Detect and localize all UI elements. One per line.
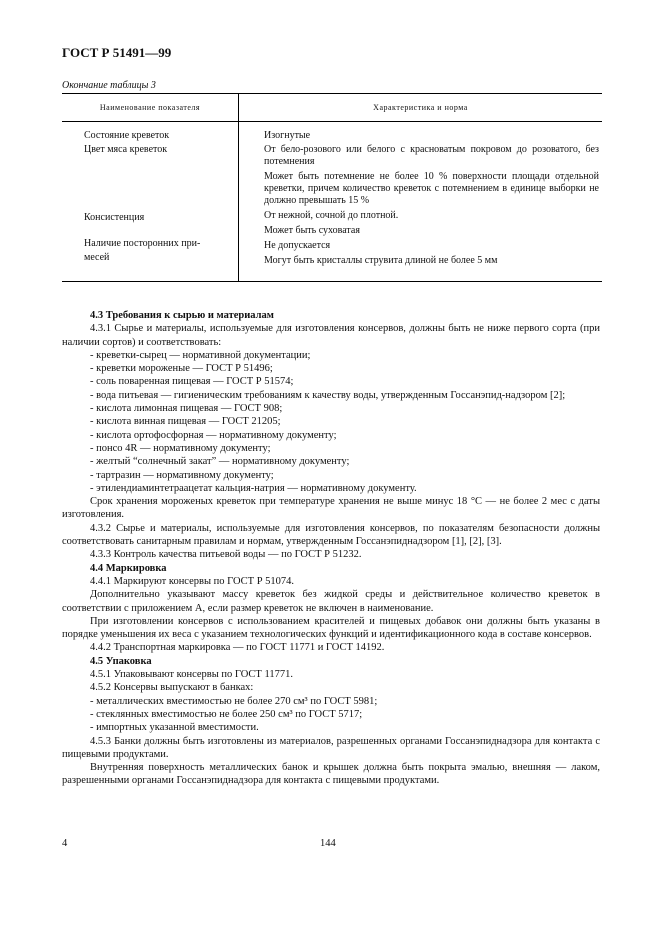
paragraph-4-4-1: 4.4.1 Маркируют консервы по ГОСТ Р 51074. [90,575,295,587]
indicator-state: Состояние креветок [84,130,170,141]
list-item: - вода питьевая — гигиеническим требованиям к качеству воды, утвержденным Госсанэпид-надзором [2]; [90,389,566,401]
paragraph-4-5-1: 4.5.1 Упаковывают консервы по ГОСТ 11771. [90,669,293,681]
paragraph-4-4-2: 4.4.2 Транспортная маркировка — по ГОСТ 11771 и ГОСТ 14192. [90,642,385,654]
norm-consistency: От нежной, сочной до плотной. [264,210,399,221]
list-item: - кислота винная пищевая — ГОСТ 21205; [90,416,281,428]
column-header-norm: Характеристика и норма [239,94,603,122]
norm-state: Изогнутые [264,130,311,141]
page-number: 4 [62,838,68,849]
sheet-number: 144 [320,838,336,849]
list-item: - стеклянных вместимостью не более 250 см³ по ГОСТ 5717; [90,708,363,720]
paragraph-4-3-1: 4.3.1 Сырье и материалы, используемые для изготовления консервов, должны быть не ниже первого сорта (при наличии сортов) и соответствовать: [62,323,600,348]
section-4-5-heading: 4.5 Упаковка [90,655,152,667]
list-item: - понсо 4R — нормативному документу; [90,442,271,454]
indicator-impurities-line2: месей [84,252,110,263]
document-number: ГОСТ Р 51491—99 [62,45,172,60]
list-item: - желтый “солнечный закат” — нормативному документу; [90,456,350,468]
column-header-indicator: Наименование показателя [62,94,239,122]
indicator-impurities-line1: Наличие посторонних при- [84,238,201,249]
main-text [62,309,600,788]
list-item: - этилендиаминтетраацетат кальция-натрия — нормативному документу. [90,482,417,494]
list-item: - импортных указанной вместимости. [90,722,259,734]
paragraph-4-3-2: 4.3.2 Сырье и материалы, используемые для изготовления консервов, по показателям безопасности должны соответствовать санитарным правилам и нормам, утвержденным Госсанэпиднадзором [1], [2], [3]. [62,522,600,548]
paragraph-storage: Срок хранения мороженых креветок при температуре хранения не выше минус 18 °С — не более 2 мес с даты изготовления. [62,496,600,521]
paragraph-inner-surface: Внутренняя поверхность металлических банок и крышек должна быть покрыта эмалью, внешняя — лаком, разрешенными органами Госсанэпиднадзора для контакта с пищевыми продуктами. [62,762,600,787]
table-row [62,122,602,282]
table-caption: Окончание таблицы 3 [62,80,156,91]
paragraph-4-5-2: 4.5.2 Консервы выпускают в банках: [90,682,254,694]
list-item: - кислота лимонная пищевая — ГОСТ 908; [90,403,283,415]
paragraph-marking-1: Дополнительно указывают массу креветок без жидкой среды и действительное количество креветок в соответствии с приложением А, если размер креветок не включен в наименование. [62,589,600,614]
list-item: - соль поваренная пищевая — ГОСТ Р 51574; [90,376,294,388]
paragraph-marking-2: При изготовлении консервов с использованием красителей и пищевых добавок они должны быть указаны в порядке уменьшения их веса с указанием технологических функций и идентификационного кода в составе консервов. [62,615,600,641]
list-item: - тартразин — нормативному документу; [90,469,274,481]
norm-consistency-dry: Может быть суховатая [264,225,360,236]
section-4-4-heading: 4.4 Маркировка [90,562,167,574]
table-header-row [62,94,602,122]
indicator-cell [62,122,239,282]
list-item: - креветки мороженые — ГОСТ Р 51496; [90,363,273,375]
norm-cell [239,122,603,282]
list-item: - креветки-сырец — нормативной документации; [90,349,311,361]
paragraph-4-3-3: 4.3.3 Контроль качества питьевой воды — по ГОСТ Р 51232. [90,549,362,561]
norm-color: От бело-розового или белого с красноватым покровом до розоватого, без потемнения [264,144,599,167]
list-item: - металлических вместимостью не более 270 см³ по ГОСТ 5981; [90,695,378,707]
paragraph-4-5-3: 4.5.3 Банки должны быть изготовлены из материалов, разрешенных органами Госсанэпиднадзора для контакта с пищевыми продуктами. [62,735,600,760]
norm-struvite: Могут быть кристаллы струвита длиной не более 5 мм [264,255,498,266]
indicator-color: Цвет мяса креветок [84,144,168,155]
norm-darkening: Может быть потемнение не более 10 % поверхности площади отдельной креветки, причем количество креветок с потемнением в единице выборки не должно превышать 15 % [264,171,599,206]
list-item: - кислота ортофосфорная — нормативному документу; [90,429,337,441]
section-4-3-heading: 4.3 Требования к сырью и материалам [90,310,274,321]
spec-table [62,93,602,282]
indicator-consistency: Консистенция [84,212,145,223]
norm-impurities: Не допускается [264,240,331,251]
